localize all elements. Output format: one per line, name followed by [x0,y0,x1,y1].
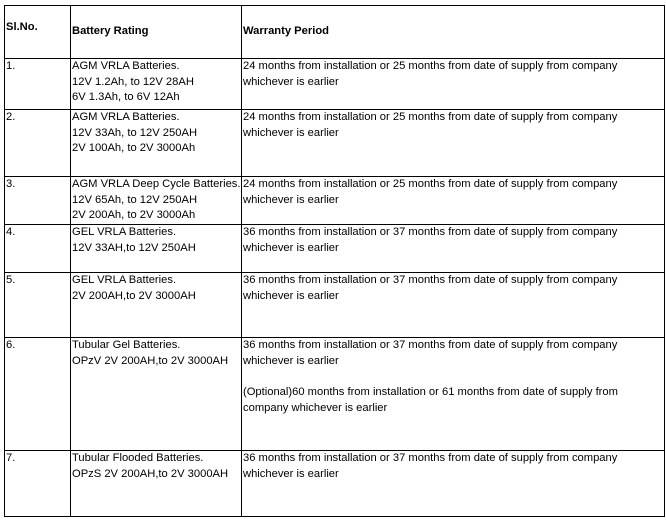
row-warranty-period [242,225,665,273]
row-slno: 4. [5,225,71,273]
row-warranty-period [242,451,665,517]
row-slno: 5. [5,273,71,338]
rating-line: AGM VRLA Batteries. [72,60,180,72]
table-row [5,451,665,517]
row-warranty-period [242,273,665,338]
rating-line: Tubular Gel Batteries. [72,339,181,351]
rating-line: OPzS 2V 200AH,to 2V 3000AH [72,467,229,480]
warranty-line: whichever is earlier [243,126,339,139]
table-row [5,273,665,338]
warranty-optional-line: (Optional)60 months from installation or 61 months from date of supply from [243,386,618,398]
rating-line: 12V 33AH,to 12V 250AH [72,241,196,254]
table-row [5,338,665,451]
rating-line: 2V 200AH,to 2V 3000AH [72,289,196,302]
header-warranty-period: Warranty Period [242,6,665,59]
spacer [243,369,664,385]
rating-line: 2V 100Ah, to 2V 3000Ah [72,142,196,154]
rating-line: AGM VRLA Deep Cycle Batteries. [72,178,241,190]
table-row [5,177,665,225]
warranty-line: 36 months from installation or 37 months from date of supply from company [243,339,618,351]
rating-line: GEL VRLA Batteries. [72,226,177,238]
row-warranty-period [242,59,665,110]
warranty-line: whichever is earlier [243,241,339,254]
row-battery-rating [71,338,242,451]
warranty-line: 36 months from installation or 37 months from date of supply from company [243,274,618,286]
warranty-line: 36 months from installation or 37 months from date of supply from company [243,452,618,464]
rating-line: 12V 1.2Ah, to 12V 28AH [72,75,194,88]
row-warranty-period [242,110,665,177]
row-battery-rating [71,225,242,273]
warranty-table [4,5,665,517]
row-slno: 6. [5,338,71,451]
warranty-line: 24 months from installation or 25 months from date of supply from company [243,111,618,123]
row-slno: 1. [5,59,71,110]
warranty-line: whichever is earlier [243,467,339,480]
row-warranty-period [242,338,665,451]
warranty-optional-line: company whichever is earlier [243,401,388,414]
rating-line: Tubular Flooded Batteries. [72,452,204,464]
row-warranty-period [242,177,665,225]
rating-line: 12V 33Ah, to 12V 250AH [72,126,198,139]
header-battery-rating: Battery Rating [71,6,242,59]
table-row [5,225,665,273]
row-battery-rating [71,177,242,225]
rating-line: AGM VRLA Batteries. [72,111,180,123]
row-battery-rating [71,110,242,177]
row-battery-rating [71,273,242,338]
row-battery-rating [71,59,242,110]
row-slno: 7. [5,451,71,517]
rating-line: 2V 200Ah, to 2V 3000Ah [72,209,196,221]
row-battery-rating [71,451,242,517]
rating-line: 6V 1.3Ah, to 6V 12Ah [72,91,180,103]
warranty-line: 24 months from installation or 25 months from date of supply from company [243,178,618,190]
header-slno: Sl.No. [5,6,71,59]
table-header-row [5,6,665,59]
rating-line: GEL VRLA Batteries. [72,274,177,286]
row-slno: 3. [5,177,71,225]
warranty-line: whichever is earlier [243,193,339,206]
warranty-line: whichever is earlier [243,289,339,302]
warranty-line: 36 months from installation or 37 months from date of supply from company [243,226,618,238]
row-slno: 2. [5,110,71,177]
warranty-line: whichever is earlier [243,354,339,367]
table-row [5,110,665,177]
warranty-line: 24 months from installation or 25 months from date of supply from company [243,60,618,72]
warranty-line: whichever is earlier [243,75,339,88]
rating-line: OPzV 2V 200AH,to 2V 3000AH [72,354,229,367]
table-row [5,59,665,110]
rating-line: 12V 65Ah, to 12V 250AH [72,193,198,206]
